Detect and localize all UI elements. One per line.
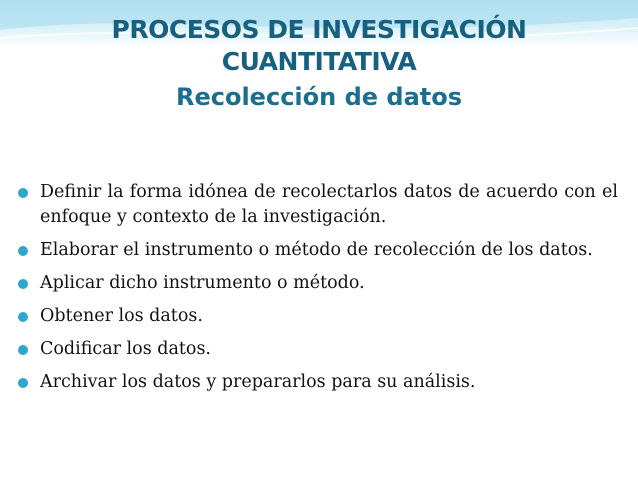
bullet-text: Obtener los datos. [40, 306, 203, 326]
bullet-item [18, 271, 618, 296]
bullet-item [18, 180, 618, 230]
bullet-item [18, 238, 618, 263]
title-block [0, 14, 638, 112]
slide-title-line-1: PROCESOS DE INVESTIGACIÓN [111, 15, 527, 44]
slide-title-line-2: CUANTITATIVA [221, 47, 417, 76]
slide-subtitle: Recolección de datos [175, 83, 463, 111]
bullet-item [18, 304, 618, 329]
bullet-text: Definir la forma idónea de recolectarlos datos de acuerdo con el enfoque y contexto de la investigación. [40, 182, 618, 227]
bullet-dot-icon [18, 279, 28, 289]
bullet-item [18, 370, 618, 395]
bullet-item [18, 337, 618, 362]
bullet-dot-icon [18, 246, 28, 256]
bullet-text: Aplicar dicho instrumento o método. [40, 273, 365, 293]
bullet-list [18, 180, 618, 403]
bullet-dot-icon [18, 378, 28, 388]
bullet-dot-icon [18, 345, 28, 355]
bullet-dot-icon [18, 188, 28, 198]
bullet-dot-icon [18, 312, 28, 322]
bullet-text: Archivar los datos y prepararlos para su análisis. [40, 372, 476, 392]
bullet-text: Codificar los datos. [40, 339, 211, 359]
bullet-text: Elaborar el instrumento o método de recolección de los datos. [40, 240, 593, 260]
